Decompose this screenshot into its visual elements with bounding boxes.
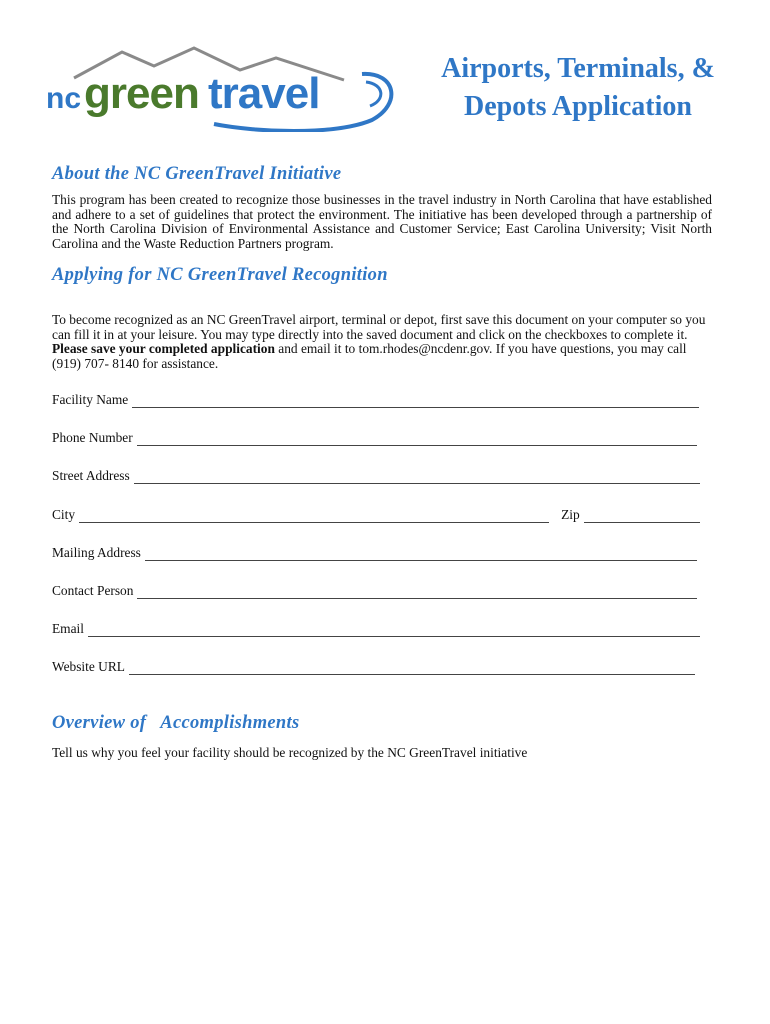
zip-group bbox=[561, 507, 700, 523]
about-heading: About the NC GreenTravel Initiative bbox=[52, 164, 342, 184]
logo-graphic bbox=[44, 44, 404, 132]
email-label: Email bbox=[52, 621, 84, 636]
facility-name-field[interactable] bbox=[132, 395, 699, 408]
email-row bbox=[52, 619, 700, 637]
contact-person-row bbox=[52, 581, 697, 599]
applying-body-part2: and email it to tom.rhodes@ncdenr.gov. If you have questions, you may call (919) 707- 8140 for assistance. bbox=[52, 341, 687, 371]
about-body: This program has been created to recognize those businesses in the travel industry in North Carolina that have established and adhere to a set of guidelines that protect the environment. The initiative has been developed through a partnership of the North Carolina Division of Environmental Assistance and Customer Service; East Carolina University; Visit North Carolina and the Waste Reduction Partners program. bbox=[52, 192, 712, 251]
email-field[interactable] bbox=[88, 624, 700, 637]
applying-body-part1: To become recognized as an NC GreenTravel airport, terminal or depot, first save this document on your computer so you can fill it in at your leisure. You may type directly into the saved document and click on the checkboxes to complete it. bbox=[52, 312, 706, 342]
street-address-field[interactable] bbox=[134, 471, 700, 484]
applying-heading: Applying for NC GreenTravel Recognition bbox=[52, 265, 388, 285]
phone-row bbox=[52, 428, 697, 446]
mailing-address-row bbox=[52, 543, 697, 561]
nc-green-travel-logo bbox=[44, 44, 404, 132]
city-zip-row bbox=[52, 505, 700, 523]
phone-label: Phone Number bbox=[52, 430, 133, 445]
mailing-address-label: Mailing Address bbox=[52, 545, 141, 560]
page-title-line1: Airports, Terminals, & bbox=[441, 53, 715, 84]
street-address-row bbox=[52, 466, 700, 484]
website-label: Website URL bbox=[52, 659, 125, 674]
facility-name-label: Facility Name bbox=[52, 392, 129, 407]
contact-person-field[interactable] bbox=[137, 586, 697, 599]
overview-heading: Overview of Accomplishments bbox=[52, 713, 300, 733]
website-row bbox=[52, 657, 695, 675]
website-field[interactable] bbox=[129, 662, 695, 675]
logo-text-nc: nc bbox=[46, 82, 82, 115]
swoosh-inner-shape bbox=[366, 82, 381, 106]
applying-body bbox=[52, 313, 712, 371]
mailing-address-field[interactable] bbox=[145, 548, 697, 561]
page-title-line2: Depots Application bbox=[464, 91, 692, 122]
facility-name-row bbox=[52, 390, 699, 408]
logo-text-travel: travel bbox=[208, 69, 320, 118]
zip-field[interactable] bbox=[584, 510, 700, 523]
logo-text-green: green bbox=[84, 69, 199, 118]
city-label: City bbox=[52, 507, 76, 522]
street-address-label: Street Address bbox=[52, 468, 130, 483]
phone-field[interactable] bbox=[137, 433, 697, 446]
page-title bbox=[408, 50, 748, 126]
contact-person-label: Contact Person bbox=[52, 583, 134, 598]
overview-prompt: Tell us why you feel your facility should be recognized by the NC GreenTravel initiative bbox=[52, 745, 528, 760]
applying-body-bold: Please save your completed application bbox=[52, 341, 275, 357]
city-field[interactable] bbox=[79, 510, 549, 523]
zip-label: Zip bbox=[561, 507, 580, 522]
